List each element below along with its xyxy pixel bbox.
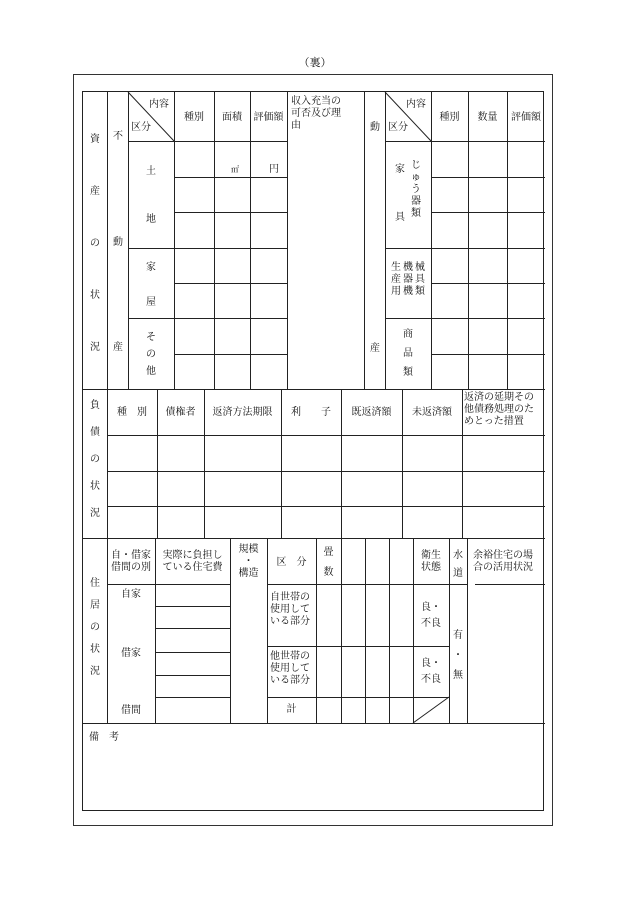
land-char: 地 [146,214,156,225]
furniture-char: じ [411,160,421,171]
own-use-line: 自世帯の [270,592,310,603]
furniture-char: 家 [395,164,405,175]
assets-col-line [287,92,288,389]
movable-char: 動 [370,122,380,133]
immovable-label [108,342,128,354]
hygiene-blank-diagonal [413,697,449,723]
own-rent-line: 自・借家 [111,550,151,561]
prod-char: 機 [403,286,413,297]
housing-row-line [155,606,230,607]
scale-line: ・ [243,556,254,567]
corner-content-label: 内容 [149,99,169,110]
housing-col-line [389,538,390,723]
housing-header-line [107,584,230,585]
housing-header-hygiene [413,550,449,574]
debt-side-label [87,400,103,520]
furniture-left [395,164,407,224]
measures-line: 他債務処理のた [464,404,534,415]
prod-col-3 [415,262,427,298]
header-type: 種別 [184,112,204,123]
header-income-allocation [291,96,341,132]
immovable-row-line [174,354,287,355]
prod-col-2 [403,262,415,298]
remarks-label: 備 考 [89,732,119,743]
header-area: 面積 [222,112,242,123]
movable-char: 産 [370,343,380,354]
debt-header-repaid: 既返済額 [351,407,392,418]
other-use-line: いる部分 [270,675,310,686]
housing-side-char: 況 [90,666,100,677]
water-status-char: 有 [453,630,463,641]
debt-header-unpaid: 未返済額 [412,407,452,418]
housing-header-tatami [316,547,341,579]
asset-status-form [82,91,544,811]
prod-char: 具 [415,274,425,285]
form-outer-frame [73,74,553,826]
prod-char: 械 [415,262,425,273]
movable-row-line [385,318,545,319]
measures-line: めとった措置 [464,416,524,427]
assets-col-line [174,92,175,389]
debt-row-line [107,435,545,436]
immovable-char: 動 [113,237,123,248]
immovable-row-line [174,283,287,284]
assets-col-line [214,92,215,389]
debt-col-line [462,389,463,538]
assets-side-char: 産 [90,186,100,197]
tatami-char: 数 [323,567,334,578]
house-char: 家 [146,262,156,273]
own-house-label: 自家 [121,589,141,600]
debt-header-method: 返済方法期限 [212,407,273,418]
prod-char: 用 [391,286,401,297]
movable-row-line [431,212,545,213]
housing-col-line [467,538,468,723]
good-bad-line: 良・ [421,602,441,613]
surplus-line: 余裕住宅の場 [473,550,533,561]
good-bad-line: 不良 [421,618,441,629]
movable-row-line [385,248,545,249]
goods-label [401,329,415,379]
assets-side-char: 況 [90,342,100,353]
goods-char: 類 [403,367,413,378]
movable-row-line [431,283,545,284]
housing-side-char: の [90,622,100,633]
housing-header-line [267,584,467,585]
debt-side-char: 況 [90,508,100,519]
assets-side-char: の [90,238,100,249]
income-line: 収入充当の [291,96,341,107]
prod-char: 産 [391,274,401,285]
immovable-row-line [128,318,287,319]
debt-side-char: 状 [90,481,100,492]
immovable-label [108,237,128,249]
surplus-line: 合の活用状況 [473,562,533,573]
other-char: の [146,349,156,360]
hygiene-good-bad [413,658,449,686]
movable-row-line [431,177,545,178]
housing-col-line [341,538,342,723]
immovable-char: 不 [113,131,123,142]
assets-side-char: 状 [90,290,100,301]
assets-bottom-line [83,389,545,390]
movable-row-line [431,354,545,355]
assets-side-label [87,134,103,394]
housing-header-category: 区 分 [276,557,307,568]
movable-label [365,122,385,134]
housing-side-char: 居 [90,600,100,611]
water-status [449,630,467,682]
housing-row-line [155,628,230,629]
hygiene-line: 衛生 [421,550,441,561]
hygiene-line: 状態 [421,562,441,573]
assets-side-char: 資 [90,134,100,145]
debt-side-char: の [90,454,100,465]
page-side-label: （裏） [298,56,332,69]
good-bad-line: 良・ [421,658,441,669]
assets-col-line [468,92,469,389]
prod-char: 類 [415,286,425,297]
income-line: 可否及び理 [291,108,341,119]
furniture-right [411,160,423,220]
corner-category-label: 区分 [131,122,151,133]
movable-corner-content: 内容 [406,99,426,110]
yen-unit: 円 [269,164,279,175]
housing-col-line [365,538,366,723]
movable-corner-category: 区分 [388,122,408,133]
debt-header-interest: 利 子 [291,407,331,418]
furniture-char: 類 [411,208,421,219]
water-char: 道 [453,568,463,579]
debt-row-line [107,471,545,472]
housing-header-own-rent [107,550,155,574]
prod-col-1 [391,262,403,298]
debt-side-char: 債 [90,427,100,438]
housing-header-surplus [473,550,533,574]
furniture-char: 具 [395,212,405,223]
assets-col-line [507,92,508,389]
measures-line: 返済の延期その [464,392,534,403]
housing-row-line [155,675,230,676]
header-quantity: 数量 [477,112,498,123]
area-unit: ㎡ [231,165,239,174]
hygiene-row-line [413,646,449,647]
debt-bottom-line [83,538,545,539]
own-use-line: いる部分 [270,616,310,627]
debt-header-measures [464,392,534,428]
immovable-row-line [174,212,287,213]
other-char: そ [146,332,156,343]
prod-char: 器 [403,274,413,285]
house-char: 屋 [146,297,156,308]
prod-char: 生 [391,262,401,273]
housing-side-char: 状 [90,644,100,655]
water-status-char: ・ [453,650,463,661]
housing-row-line [155,697,230,698]
housing-header-water [449,550,467,580]
movable-label [365,343,385,355]
housing-side-char: 住 [90,578,100,589]
immovable-char: 産 [113,342,123,353]
goods-char: 品 [403,348,413,359]
cost-line: ている住宅費 [162,562,223,573]
water-char: 水 [453,550,463,561]
other-use-line: 他世帯の [270,651,310,662]
assets-header-line-right [385,141,545,142]
furniture-char: う [411,184,421,195]
housing-row-line [155,652,230,653]
debt-row-line [107,506,545,507]
furniture-char: ゅ [411,172,421,183]
scale-line: 構造 [238,568,259,579]
housing-header-scale [230,544,267,580]
housing-bottom-line [83,723,545,724]
immovable-row-line [174,177,287,178]
other-char: 他 [146,366,156,377]
other-label [138,332,164,378]
own-use-line: 使用して [270,604,310,615]
land-char: 土 [146,166,156,177]
other-use-line: 使用して [270,663,310,674]
debt-side-char: 負 [90,400,100,411]
cost-line: 実際に負担し [162,550,223,561]
assets-col-line [250,92,251,389]
income-line: 由 [291,120,301,131]
header-value: 評価額 [253,112,284,123]
own-rent-line: 借間の別 [111,562,151,573]
debt-header-creditor: 債権者 [165,407,196,418]
immovable-label [108,131,128,143]
assets-col-line [431,92,432,389]
rented-room-label: 借間 [121,705,141,716]
hygiene-good-bad [413,602,449,630]
header-type-movable: 種別 [439,112,460,123]
label-column-line [107,92,108,538]
prod-char: 機 [403,262,413,273]
rented-house-label: 借家 [121,648,141,659]
housing-header-cost [155,550,230,574]
assets-header-line [128,141,287,142]
total-label: 計 [286,704,297,715]
header-value-movable: 評価額 [511,112,541,123]
good-bad-line: 不良 [421,674,441,685]
tatami-char: 畳 [323,547,334,558]
other-use-label [270,651,310,687]
housing-side-label [87,578,103,678]
own-use-label [270,592,310,628]
immovable-row-line [128,248,287,249]
debt-header-type: 種 別 [117,407,147,418]
furniture-char: 器 [411,196,421,207]
scale-line: 規模 [238,544,259,555]
housing-header-line [475,584,545,585]
water-status-char: 無 [453,670,463,681]
goods-char: 商 [403,329,413,340]
